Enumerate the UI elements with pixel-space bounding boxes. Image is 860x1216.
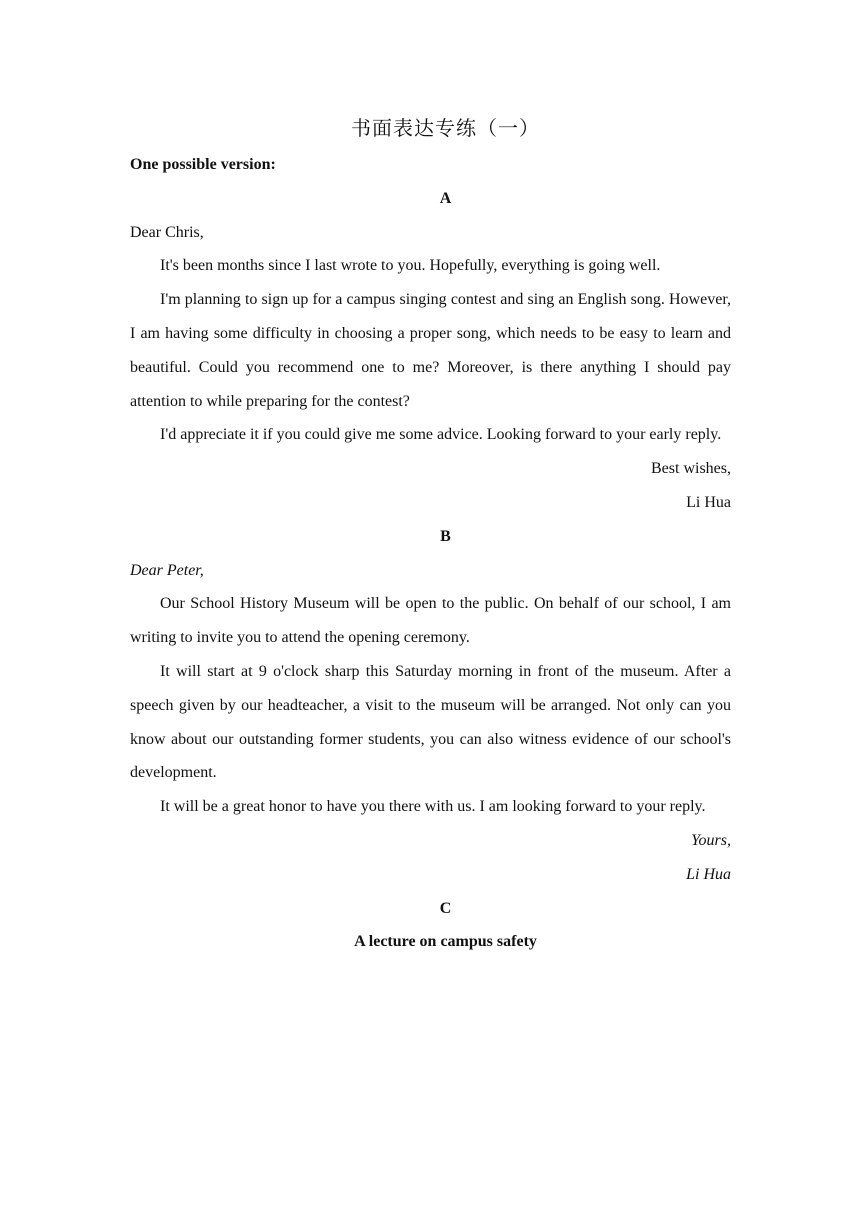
section-b-closing: Yours, [691, 831, 731, 849]
section-c-label: C [439, 899, 452, 917]
section-c-heading: A lecture on campus safety [354, 933, 537, 951]
section-b-salutation: Dear Peter, [130, 561, 204, 579]
section-b-paragraph-3: It will be a great honor to have you there with us. I am looking forward to your reply. [160, 798, 706, 816]
section-b-paragraph-1: Our School History Museum will be open to the public. On behalf of our school, I am writing to invite you to attend the opening ceremony. [130, 595, 731, 647]
section-a-signature: Li Hua [686, 493, 731, 511]
section-a-paragraph-2: I'm planning to sign up for a campus singing contest and sing an English song. However, I am having some difficulty in choosing a proper song, which needs to be easy to learn and beautiful. Could you recommend one to me? Moreover, is there anything I should pay attention to while preparing for the contest? [130, 291, 731, 410]
document-content [130, 112, 731, 959]
section-a-salutation: Dear Chris, [130, 223, 204, 241]
section-a-paragraph-3: I'd appreciate it if you could give me some advice. Looking forward to your early reply. [160, 426, 722, 444]
section-a-closing: Best wishes, [651, 460, 731, 478]
version-label: One possible version: [130, 156, 276, 173]
section-b-label: B [440, 527, 451, 545]
section-a-label: A [439, 189, 452, 207]
section-b-signature: Li Hua [686, 865, 731, 883]
section-a-paragraph-1: It's been months since I last wrote to you. Hopefully, everything is going well. [160, 257, 661, 275]
page-title: 书面表达专练（一） [351, 116, 540, 140]
section-b-paragraph-2: It will start at 9 o'clock sharp this Saturday morning in front of the museum. After a speech given by our headteacher, a visit to the museum will be arranged. Not only can you know about our outstanding former students, you can also witness evidence of our school's development. [130, 662, 731, 782]
